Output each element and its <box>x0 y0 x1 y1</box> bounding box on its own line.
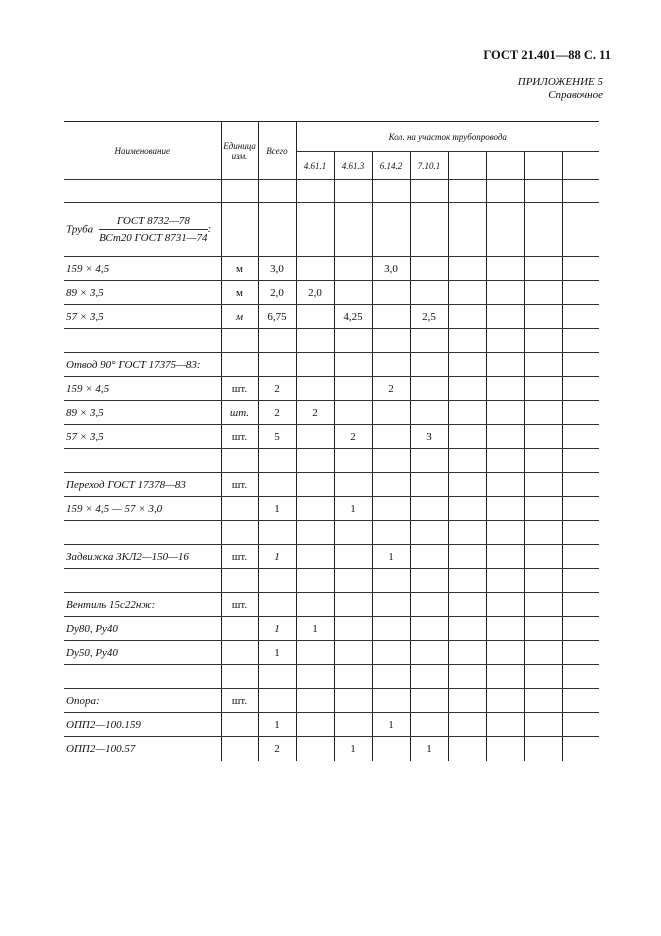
item-name: ОПП2—100.159 <box>64 713 221 737</box>
section-value <box>296 545 334 569</box>
section-value <box>486 521 524 545</box>
section-value <box>448 689 486 713</box>
section-header: 4.61.1 <box>296 152 334 180</box>
header-unit: Единица изм. <box>221 122 258 180</box>
item-unit: шт. <box>221 473 258 497</box>
section-value <box>486 257 524 281</box>
item-total <box>258 203 296 257</box>
item-total <box>258 180 296 203</box>
item-total: 1 <box>258 641 296 665</box>
item-total: 1 <box>258 545 296 569</box>
item-unit: шт. <box>221 377 258 401</box>
appendix-heading <box>518 76 603 102</box>
table-row <box>64 473 599 497</box>
section-value <box>562 353 599 377</box>
item-unit: шт. <box>221 593 258 617</box>
section-value <box>524 203 562 257</box>
section-value <box>296 180 334 203</box>
table-row <box>64 401 599 425</box>
section-value <box>562 281 599 305</box>
section-value <box>334 449 372 473</box>
section-value <box>296 449 334 473</box>
table-row <box>64 545 599 569</box>
item-unit: м <box>221 305 258 329</box>
section-value <box>448 569 486 593</box>
item-unit <box>221 497 258 521</box>
section-value <box>372 425 410 449</box>
section-value <box>296 569 334 593</box>
section-value <box>562 737 599 761</box>
item-unit: шт. <box>221 425 258 449</box>
section-value <box>524 257 562 281</box>
section-value <box>524 521 562 545</box>
section-value <box>486 737 524 761</box>
item-unit: шт. <box>221 545 258 569</box>
section-value <box>448 713 486 737</box>
pipe-prefix: Труба <box>66 223 94 236</box>
section-value <box>562 203 599 257</box>
table-row <box>64 737 599 761</box>
item-total <box>258 521 296 545</box>
section-value <box>562 497 599 521</box>
item-total: 6,75 <box>258 305 296 329</box>
section-value <box>486 497 524 521</box>
table-row <box>64 617 599 641</box>
section-value <box>296 593 334 617</box>
header-name: Наименование <box>64 122 221 180</box>
section-value <box>486 617 524 641</box>
section-value <box>562 257 599 281</box>
item-unit <box>221 449 258 473</box>
table-row <box>64 329 599 353</box>
section-value <box>334 401 372 425</box>
section-value <box>296 305 334 329</box>
item-name: Dу50, Pу40 <box>64 641 221 665</box>
item-unit: шт. <box>221 401 258 425</box>
section-value <box>486 281 524 305</box>
section-value <box>486 377 524 401</box>
section-value <box>410 353 448 377</box>
section-value <box>410 521 448 545</box>
table-row <box>64 497 599 521</box>
section-value <box>486 180 524 203</box>
item-unit <box>221 329 258 353</box>
section-value <box>562 713 599 737</box>
section-value <box>372 641 410 665</box>
item-name: ОПП2—100.57 <box>64 737 221 761</box>
section-value <box>410 180 448 203</box>
section-value <box>562 401 599 425</box>
section-value <box>448 545 486 569</box>
section-value <box>524 281 562 305</box>
document-reference: ГОСТ 21.401—88 С. 11 <box>483 48 611 62</box>
table-row <box>64 353 599 377</box>
section-value <box>296 353 334 377</box>
section-value <box>334 593 372 617</box>
table-row <box>64 425 599 449</box>
header-sections: Кол. на участок трубопровода <box>296 122 599 152</box>
section-value <box>410 593 448 617</box>
section-value <box>486 713 524 737</box>
section-value <box>524 305 562 329</box>
item-total: 1 <box>258 497 296 521</box>
item-total <box>258 353 296 377</box>
section-value <box>562 545 599 569</box>
section-value <box>486 449 524 473</box>
item-unit <box>221 180 258 203</box>
section-value: 3,0 <box>372 257 410 281</box>
section-value <box>524 473 562 497</box>
item-name: Переход ГОСТ 17378—83 <box>64 473 221 497</box>
item-name: 57 × 3,5 <box>64 425 221 449</box>
item-name: Задвижка ЗКЛ2—150—16 <box>64 545 221 569</box>
table-row <box>64 641 599 665</box>
section-value <box>562 521 599 545</box>
section-header: 7.10.1 <box>410 152 448 180</box>
section-value <box>562 569 599 593</box>
section-value <box>562 617 599 641</box>
section-value <box>296 329 334 353</box>
section-value <box>562 425 599 449</box>
section-value <box>562 180 599 203</box>
section-value <box>524 689 562 713</box>
item-unit: м <box>221 281 258 305</box>
item-name <box>64 569 221 593</box>
section-value <box>524 569 562 593</box>
section-value <box>448 353 486 377</box>
table-row <box>64 593 599 617</box>
section-value <box>410 203 448 257</box>
section-value <box>562 641 599 665</box>
section-value <box>448 593 486 617</box>
item-name: Вентиль 15с22нж: <box>64 593 221 617</box>
item-name: 57 × 3,5 <box>64 305 221 329</box>
section-value <box>372 593 410 617</box>
section-value <box>524 329 562 353</box>
section-value <box>562 305 599 329</box>
item-total <box>258 329 296 353</box>
section-value <box>410 689 448 713</box>
section-value <box>524 377 562 401</box>
section-header: 4.61.3 <box>334 152 372 180</box>
section-value <box>448 203 486 257</box>
section-value <box>372 281 410 305</box>
section-value: 4,25 <box>334 305 372 329</box>
section-value: 1 <box>296 617 334 641</box>
section-value <box>524 180 562 203</box>
section-value <box>334 665 372 689</box>
section-value <box>524 641 562 665</box>
item-name: Опора: <box>64 689 221 713</box>
section-value <box>410 569 448 593</box>
item-name: 89 × 3,5 <box>64 401 221 425</box>
item-unit <box>221 737 258 761</box>
section-value <box>296 497 334 521</box>
section-value <box>562 665 599 689</box>
item-unit <box>221 665 258 689</box>
item-unit <box>221 617 258 641</box>
section-value: 2 <box>372 377 410 401</box>
table-row <box>64 665 599 689</box>
table-row <box>64 449 599 473</box>
section-value: 1 <box>334 737 372 761</box>
section-value: 1 <box>372 713 410 737</box>
section-value <box>562 593 599 617</box>
section-value <box>296 665 334 689</box>
item-name <box>64 449 221 473</box>
section-value <box>334 641 372 665</box>
table-row <box>64 281 599 305</box>
section-value <box>486 689 524 713</box>
section-value <box>372 180 410 203</box>
section-value <box>296 203 334 257</box>
section-value <box>448 497 486 521</box>
section-value <box>486 203 524 257</box>
section-value <box>296 377 334 401</box>
section-value <box>334 521 372 545</box>
section-value <box>410 401 448 425</box>
section-value <box>448 641 486 665</box>
appendix-label: ПРИЛОЖЕНИЕ 5 <box>517 76 603 88</box>
section-value <box>524 617 562 641</box>
section-value <box>486 641 524 665</box>
item-total: 2 <box>258 377 296 401</box>
item-total <box>258 449 296 473</box>
section-header <box>562 152 599 180</box>
section-value <box>448 377 486 401</box>
section-value: 3 <box>410 425 448 449</box>
table-row <box>64 257 599 281</box>
item-unit: шт. <box>221 689 258 713</box>
section-value <box>524 497 562 521</box>
section-value <box>296 521 334 545</box>
item-name <box>64 665 221 689</box>
section-value <box>448 521 486 545</box>
section-value <box>334 353 372 377</box>
item-name <box>64 521 221 545</box>
section-value <box>334 545 372 569</box>
section-value <box>372 689 410 713</box>
section-value: 2 <box>334 425 372 449</box>
section-value: 2,5 <box>410 305 448 329</box>
section-value <box>296 737 334 761</box>
section-value <box>524 665 562 689</box>
section-value <box>334 281 372 305</box>
section-header <box>524 152 562 180</box>
section-value <box>524 401 562 425</box>
section-value <box>372 617 410 641</box>
item-unit: м <box>221 257 258 281</box>
section-value <box>524 425 562 449</box>
section-value <box>486 569 524 593</box>
table-row <box>64 713 599 737</box>
section-value <box>410 617 448 641</box>
table-row <box>64 521 599 545</box>
section-value <box>486 305 524 329</box>
section-value <box>334 180 372 203</box>
section-value <box>448 401 486 425</box>
section-value <box>524 545 562 569</box>
section-value <box>334 473 372 497</box>
item-unit <box>221 353 258 377</box>
section-header <box>486 152 524 180</box>
item-total: 2,0 <box>258 281 296 305</box>
section-value <box>448 473 486 497</box>
section-value <box>372 497 410 521</box>
item-total <box>258 665 296 689</box>
pipe-label <box>64 203 221 257</box>
item-total <box>258 569 296 593</box>
section-value <box>372 401 410 425</box>
section-value <box>372 665 410 689</box>
pipe-standard: ГОСТ 8732—78 <box>99 215 207 230</box>
table-row <box>64 689 599 713</box>
specification-table <box>64 121 599 761</box>
section-value <box>448 617 486 641</box>
section-value <box>334 257 372 281</box>
appendix-type: Справочное <box>548 89 603 101</box>
section-value <box>296 713 334 737</box>
section-value <box>486 425 524 449</box>
section-value <box>524 449 562 473</box>
section-value <box>448 305 486 329</box>
section-value <box>448 257 486 281</box>
section-header: 6.14.2 <box>372 152 410 180</box>
section-value <box>562 449 599 473</box>
item-total <box>258 473 296 497</box>
section-value <box>562 377 599 401</box>
section-value <box>372 305 410 329</box>
section-value <box>372 203 410 257</box>
section-value <box>562 473 599 497</box>
section-value <box>410 545 448 569</box>
section-value <box>486 401 524 425</box>
item-total: 5 <box>258 425 296 449</box>
section-value: 1 <box>410 737 448 761</box>
section-value <box>372 521 410 545</box>
section-value <box>486 329 524 353</box>
section-value <box>410 449 448 473</box>
section-value <box>410 665 448 689</box>
item-total: 3,0 <box>258 257 296 281</box>
section-value <box>524 353 562 377</box>
header-total: Всего <box>258 122 296 180</box>
section-value <box>410 377 448 401</box>
pipe-standard-fraction <box>99 215 207 244</box>
section-value <box>410 329 448 353</box>
section-value: 1 <box>372 545 410 569</box>
item-total: 2 <box>258 737 296 761</box>
section-value <box>410 641 448 665</box>
section-value <box>410 713 448 737</box>
section-value <box>524 713 562 737</box>
section-value <box>296 689 334 713</box>
section-value <box>410 281 448 305</box>
section-value <box>448 449 486 473</box>
section-value <box>334 617 372 641</box>
section-value <box>296 425 334 449</box>
section-value <box>372 569 410 593</box>
section-value <box>296 257 334 281</box>
section-value: 2,0 <box>296 281 334 305</box>
item-unit <box>221 569 258 593</box>
section-value <box>372 449 410 473</box>
table-row <box>64 180 599 203</box>
section-value <box>448 737 486 761</box>
section-value <box>486 353 524 377</box>
item-name <box>64 329 221 353</box>
section-value: 1 <box>334 497 372 521</box>
item-unit <box>221 641 258 665</box>
section-value <box>448 665 486 689</box>
section-value <box>410 257 448 281</box>
section-value: 2 <box>296 401 334 425</box>
item-total <box>258 593 296 617</box>
table-row <box>64 305 599 329</box>
section-value <box>448 329 486 353</box>
item-name: 159 × 4,5 <box>64 257 221 281</box>
section-value <box>296 473 334 497</box>
section-value <box>448 425 486 449</box>
item-name: Dу80, Pу40 <box>64 617 221 641</box>
section-value <box>334 713 372 737</box>
section-value <box>486 473 524 497</box>
table-row <box>64 377 599 401</box>
section-value <box>334 569 372 593</box>
section-value <box>372 329 410 353</box>
section-value <box>524 737 562 761</box>
section-value <box>562 689 599 713</box>
item-name: Отвод 90° ГОСТ 17375—83: <box>64 353 221 377</box>
section-value <box>448 281 486 305</box>
section-value <box>334 329 372 353</box>
section-value <box>410 473 448 497</box>
item-name: 89 × 3,5 <box>64 281 221 305</box>
pipe-material-standard: ВСт20 ГОСТ 8731—74 <box>99 232 208 244</box>
section-value <box>372 737 410 761</box>
section-header <box>448 152 486 180</box>
section-value <box>334 377 372 401</box>
section-value <box>486 665 524 689</box>
item-unit <box>221 713 258 737</box>
item-name: 159 × 4,5 <box>64 377 221 401</box>
section-value <box>486 545 524 569</box>
item-total: 1 <box>258 617 296 641</box>
table-row <box>64 569 599 593</box>
section-value <box>334 689 372 713</box>
table-row <box>64 203 599 257</box>
section-value <box>372 473 410 497</box>
item-unit <box>221 521 258 545</box>
item-unit <box>221 203 258 257</box>
section-value <box>296 641 334 665</box>
section-value <box>410 497 448 521</box>
section-value <box>524 593 562 617</box>
item-total: 2 <box>258 401 296 425</box>
section-value <box>372 353 410 377</box>
item-name: 159 × 4,5 — 57 × 3,0 <box>64 497 221 521</box>
section-value <box>448 180 486 203</box>
section-value <box>334 203 372 257</box>
item-name <box>64 180 221 203</box>
section-value <box>562 329 599 353</box>
item-total: 1 <box>258 713 296 737</box>
item-total <box>258 689 296 713</box>
section-value <box>486 593 524 617</box>
pipe-suffix: : <box>207 223 212 236</box>
